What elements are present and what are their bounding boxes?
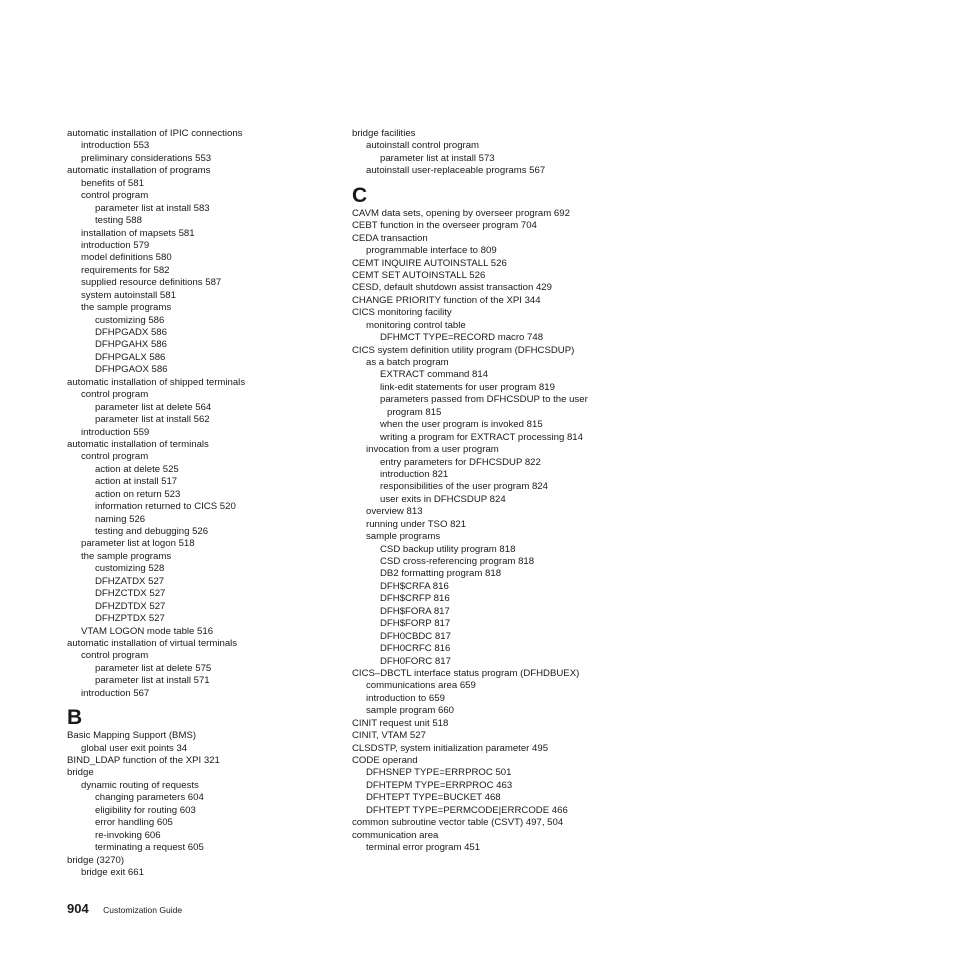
index-entry: bridge facilities bbox=[352, 128, 416, 139]
index-entry: control program bbox=[81, 650, 149, 662]
index-entry: supplied resource definitions 587 bbox=[81, 277, 222, 289]
index-entry: monitoring control table bbox=[366, 319, 466, 331]
index-entry: program 815 bbox=[387, 406, 442, 418]
index-entry: bridge exit 661 bbox=[81, 866, 144, 878]
index-entry: responsibilities of the user program 824 bbox=[380, 481, 548, 493]
index-entry: CSD cross-referencing program 818 bbox=[380, 556, 535, 567]
index-entry: global user exit points 34 bbox=[81, 742, 188, 754]
index-column-left bbox=[67, 128, 337, 879]
index-entry: writing a program for EXTRACT processing 814 bbox=[380, 431, 583, 443]
index-entry: EXTRACT command 814 bbox=[380, 369, 489, 381]
index-entry: introduction 821 bbox=[380, 468, 449, 480]
index-entry: the sample programs bbox=[81, 302, 172, 314]
index-entry: parameter list at install 571 bbox=[95, 675, 210, 687]
index-entry: DFH$CRFP 816 bbox=[380, 593, 450, 605]
index-entry: naming 526 bbox=[95, 513, 146, 525]
index-entry: CEMT INQUIRE AUTOINSTALL 526 bbox=[352, 257, 507, 269]
index-section-letter: C bbox=[352, 183, 368, 207]
page-footer bbox=[67, 900, 182, 918]
index-entry: overview 813 bbox=[366, 506, 423, 518]
index-entry: CICS monitoring facility bbox=[352, 307, 452, 319]
index-entry: CODE operand bbox=[352, 755, 418, 766]
index-entry: CINIT, VTAM 527 bbox=[352, 730, 426, 742]
index-entry: running under TSO 821 bbox=[366, 518, 467, 530]
index-entry: DFHZCTDX 527 bbox=[95, 588, 166, 600]
page-number: 904 bbox=[67, 901, 89, 916]
index-entry: changing parameters 604 bbox=[95, 792, 204, 804]
index-entry: introduction 579 bbox=[81, 239, 150, 251]
index-entry: CLSDSTP, system initialization parameter 495 bbox=[352, 742, 549, 754]
index-entry: VTAM LOGON mode table 516 bbox=[81, 625, 214, 637]
index-entry: user exits in DFHCSDUP 824 bbox=[380, 493, 506, 505]
index-entry: Basic Mapping Support (BMS) bbox=[67, 730, 197, 742]
index-entry: communications area 659 bbox=[366, 680, 476, 692]
index-entry: DFH0CBDC 817 bbox=[380, 630, 451, 642]
index-entry: dynamic routing of requests bbox=[81, 779, 199, 791]
index-entry: CICS–DBCTL interface status program (DFHDBUEX) bbox=[352, 667, 580, 679]
index-entry: the sample programs bbox=[81, 550, 172, 562]
index-entry: terminating a request 605 bbox=[95, 842, 204, 854]
index-entry: parameter list at delete 575 bbox=[95, 662, 212, 674]
index-entry: parameter list at logon 518 bbox=[81, 538, 195, 550]
index-entry: DFHZATDX 527 bbox=[95, 575, 165, 587]
index-entry: preliminary considerations 553 bbox=[81, 152, 212, 164]
index-entry: DFHZPTDX 527 bbox=[95, 613, 165, 625]
index-entry: DFHPGAOX 586 bbox=[95, 364, 168, 376]
index-entry: DFHPGAHX 586 bbox=[95, 339, 167, 351]
index-entry: action at delete 525 bbox=[95, 463, 179, 475]
index-entry: CEMT SET AUTOINSTALL 526 bbox=[352, 269, 486, 281]
index-entry: communication area bbox=[352, 829, 439, 841]
index-entry: customizing 528 bbox=[95, 563, 165, 575]
index-entry: automatic installation of terminals bbox=[67, 438, 209, 450]
index-entry: introduction to 659 bbox=[366, 692, 445, 704]
index-entry: parameter list at install 562 bbox=[95, 414, 210, 426]
index-entry: DFH0FORC 817 bbox=[380, 655, 451, 667]
index-entry: automatic installation of shipped terminals bbox=[67, 376, 246, 388]
index-entry: BIND_LDAP function of the XPI 321 bbox=[67, 755, 220, 766]
index-entry: autoinstall user-replaceable programs 567 bbox=[366, 165, 546, 177]
index-entry: parameter list at delete 564 bbox=[95, 401, 212, 413]
index-entry: error handling 605 bbox=[95, 817, 173, 829]
index-entry: DFHPGALX 586 bbox=[95, 351, 166, 363]
index-entry: DFHMCT TYPE=RECORD macro 748 bbox=[380, 332, 544, 344]
index-section-letter: B bbox=[67, 706, 83, 730]
index-entry: CESD, default shutdown assist transaction 429 bbox=[352, 282, 552, 294]
index-entry: benefits of 581 bbox=[81, 177, 144, 189]
index-entry: entry parameters for DFHCSDUP 822 bbox=[380, 456, 541, 468]
index-entry: when the user program is invoked 815 bbox=[380, 419, 543, 431]
index-entry: system autoinstall 581 bbox=[81, 289, 176, 301]
index-entry: requirements for 582 bbox=[81, 264, 170, 276]
index-entry: automatic installation of virtual terminals bbox=[67, 637, 238, 649]
index-entry: CEDA transaction bbox=[352, 232, 428, 244]
index-entry: DFHTEPT TYPE=BUCKET 468 bbox=[366, 792, 501, 804]
index-entry: automatic installation of programs bbox=[67, 165, 211, 177]
index-entry: testing and debugging 526 bbox=[95, 526, 209, 537]
index-entry: invocation from a user program bbox=[366, 444, 499, 456]
index-entry: information returned to CICS 520 bbox=[95, 501, 236, 513]
index-entry: introduction 553 bbox=[81, 140, 150, 152]
index-entry: DFH$FORP 817 bbox=[380, 618, 451, 630]
index-entry: model definitions 580 bbox=[81, 252, 172, 264]
index-entry: DFHTEPT TYPE=PERMCODE|ERRCODE 466 bbox=[366, 804, 568, 816]
index-entry: parameters passed from DFHCSDUP to the user bbox=[380, 394, 588, 406]
index-entry: DFHSNEP TYPE=ERRPROC 501 bbox=[366, 767, 512, 779]
index-entry: introduction 559 bbox=[81, 426, 150, 438]
index-entry: re-invoking 606 bbox=[95, 829, 161, 841]
index-entry: action on return 523 bbox=[95, 488, 181, 500]
index-entry: DFHTEPM TYPE=ERRPROC 463 bbox=[366, 779, 513, 791]
index-entry: control program bbox=[81, 389, 149, 401]
index-entry: sample program 660 bbox=[366, 705, 454, 717]
index-entry: bridge bbox=[67, 767, 94, 779]
index-entry: control program bbox=[81, 451, 149, 463]
guide-title: Customization Guide bbox=[103, 905, 183, 915]
index-entry: as a batch program bbox=[366, 357, 449, 368]
index-entry: introduction 567 bbox=[81, 687, 150, 699]
index-entry: programmable interface to 809 bbox=[366, 245, 497, 257]
index-entry: DFH0CRFC 816 bbox=[380, 643, 451, 655]
index-entry: action at install 517 bbox=[95, 476, 178, 488]
index-entry: eligibility for routing 603 bbox=[95, 804, 196, 816]
index-entry: CINIT request unit 518 bbox=[352, 717, 449, 729]
index-entry: link-edit statements for user program 819 bbox=[380, 381, 555, 393]
index-column-right bbox=[352, 128, 652, 855]
index-entry: automatic installation of IPIC connections bbox=[67, 128, 243, 139]
index-entry: CAVM data sets, opening by overseer program 692 bbox=[352, 207, 570, 219]
index-entry: parameter list at install 573 bbox=[380, 152, 495, 164]
index-entry: parameter list at install 583 bbox=[95, 202, 210, 214]
index-entry: common subroutine vector table (CSVT) 497, 504 bbox=[352, 817, 564, 829]
index-entry: bridge (3270) bbox=[67, 854, 125, 866]
index-entry: DFH$FORA 817 bbox=[380, 605, 450, 617]
index-entry: DFH$CRFA 816 bbox=[380, 580, 449, 592]
index-entry: DB2 formatting program 818 bbox=[380, 568, 502, 580]
index-entry: CEBT function in the overseer program 704 bbox=[352, 220, 537, 232]
index-entry: terminal error program 451 bbox=[366, 842, 481, 854]
index-entry: sample programs bbox=[366, 531, 441, 543]
index-entry: customizing 586 bbox=[95, 314, 165, 326]
index-entry: autoinstall control program bbox=[366, 140, 480, 152]
index-entry: CSD backup utility program 818 bbox=[380, 543, 516, 555]
index-entry: control program bbox=[81, 190, 149, 202]
index-entry: installation of mapsets 581 bbox=[81, 227, 195, 239]
index-entry: CHANGE PRIORITY function of the XPI 344 bbox=[352, 294, 541, 306]
index-entry: DFHPGADX 586 bbox=[95, 327, 167, 338]
index-entry: CICS system definition utility program (DFHCSDUP) bbox=[352, 344, 575, 356]
index-entry: testing 588 bbox=[95, 215, 142, 227]
index-entry: DFHZDTDX 527 bbox=[95, 600, 166, 612]
